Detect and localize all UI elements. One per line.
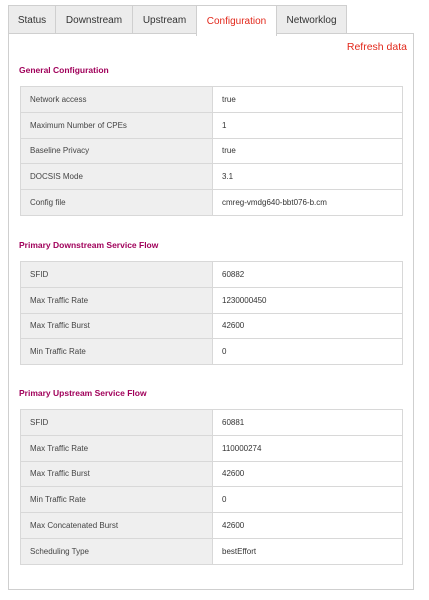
row-value: 0 xyxy=(213,339,403,365)
row-value: cmreg-vmdg640-bbt076-b.cm xyxy=(213,190,403,216)
table-row xyxy=(21,410,403,436)
row-value: true xyxy=(213,87,403,113)
refresh-data-link[interactable]: Refresh data xyxy=(346,41,407,53)
table-row xyxy=(21,513,403,539)
tab-upstream[interactable]: Upstream xyxy=(132,5,197,34)
table-row xyxy=(21,87,403,113)
row-label: Scheduling Type xyxy=(21,538,213,564)
table-row xyxy=(21,138,403,164)
table-row xyxy=(21,262,403,288)
table-row xyxy=(21,313,403,339)
row-label: SFID xyxy=(21,262,213,288)
row-label: Min Traffic Rate xyxy=(21,487,213,513)
row-label: Baseline Privacy xyxy=(21,138,213,164)
upstream-flow-table xyxy=(20,409,403,565)
row-value: 60881 xyxy=(213,410,403,436)
row-label: SFID xyxy=(21,410,213,436)
downstream-flow-table xyxy=(20,261,403,365)
row-label: Max Traffic Burst xyxy=(21,461,213,487)
tab-bar xyxy=(8,5,346,34)
table-row xyxy=(21,538,403,564)
row-label: Network access xyxy=(21,87,213,113)
table-row xyxy=(21,287,403,313)
row-label: Max Traffic Rate xyxy=(21,287,213,313)
tab-downstream[interactable]: Downstream xyxy=(55,5,133,34)
table-row xyxy=(21,190,403,216)
section-title-downstream: Primary Downstream Service Flow xyxy=(19,240,159,250)
row-label: DOCSIS Mode xyxy=(21,164,213,190)
row-label: Max Concatenated Burst xyxy=(21,513,213,539)
row-value: 42600 xyxy=(213,313,403,339)
table-row xyxy=(21,164,403,190)
row-value: 110000274 xyxy=(213,435,403,461)
tab-status[interactable]: Status xyxy=(8,5,56,34)
row-value: 60882 xyxy=(213,262,403,288)
row-value: bestEffort xyxy=(213,538,403,564)
row-value: 0 xyxy=(213,487,403,513)
table-row xyxy=(21,461,403,487)
row-label: Max Traffic Burst xyxy=(21,313,213,339)
tab-configuration[interactable]: Configuration xyxy=(196,5,277,36)
section-title-general: General Configuration xyxy=(19,65,109,75)
section-title-upstream: Primary Upstream Service Flow xyxy=(19,388,147,398)
row-label: Min Traffic Rate xyxy=(21,339,213,365)
tab-networklog[interactable]: Networklog xyxy=(276,5,347,34)
row-label: Maximum Number of CPEs xyxy=(21,112,213,138)
table-row xyxy=(21,435,403,461)
row-label: Max Traffic Rate xyxy=(21,435,213,461)
table-row xyxy=(21,112,403,138)
general-config-table xyxy=(20,86,403,216)
row-value: 1 xyxy=(213,112,403,138)
row-value: 1230000450 xyxy=(213,287,403,313)
table-row xyxy=(21,487,403,513)
table-row xyxy=(21,339,403,365)
row-value: true xyxy=(213,138,403,164)
row-value: 3.1 xyxy=(213,164,403,190)
row-value: 42600 xyxy=(213,461,403,487)
row-value: 42600 xyxy=(213,513,403,539)
row-label: Config file xyxy=(21,190,213,216)
